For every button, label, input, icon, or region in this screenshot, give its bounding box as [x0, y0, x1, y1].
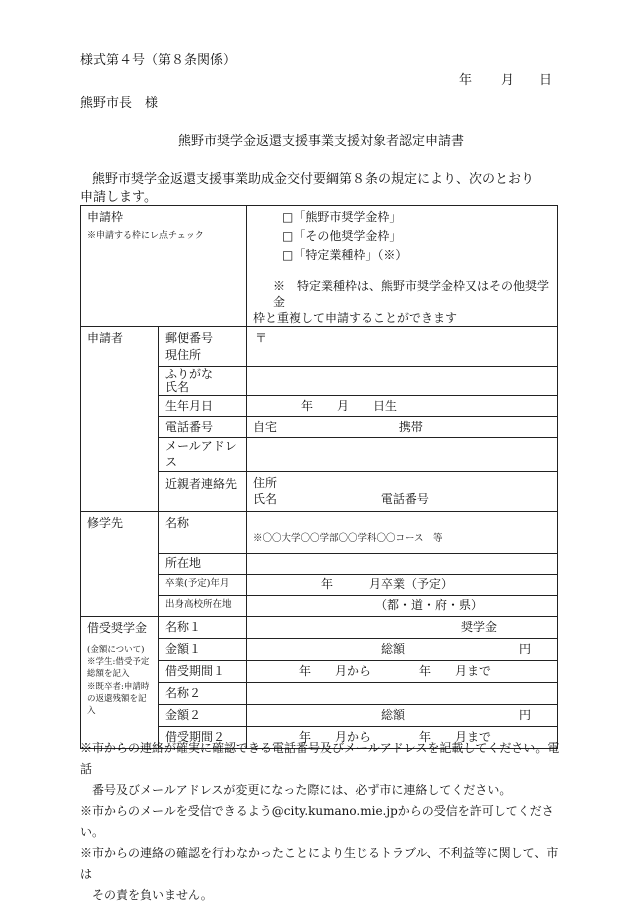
- date-day: 日: [539, 73, 553, 88]
- intro-line-1: 熊野市奨学金返還支援事業助成金交付要綱第８条の規定により、次のとおり: [92, 172, 535, 187]
- amount2-input[interactable]: [247, 704, 558, 726]
- school-location-label: 所在地: [159, 553, 247, 574]
- name-labels: [159, 367, 247, 396]
- footnotes: [80, 738, 570, 906]
- amount1-input[interactable]: [247, 638, 558, 660]
- document-title: 熊野市奨学金返還支援事業支援対象者認定申請書: [177, 134, 464, 149]
- frame-row: [81, 206, 558, 327]
- scholarship-note: ※学生:借受予定: [87, 657, 150, 667]
- school-label: 修学先: [81, 511, 159, 616]
- frame-instruction: ※申請する枠にレ点チェック: [87, 231, 204, 242]
- option-other-scholarship[interactable]: □「その他奨学金枠」: [282, 229, 402, 244]
- school-name-row: [81, 511, 558, 553]
- relative-address-label: 住所: [253, 475, 278, 490]
- amount1-label: 金額１: [159, 638, 247, 660]
- name2-input[interactable]: [247, 682, 558, 704]
- address-label: 現住所: [165, 347, 202, 362]
- amount2-total-label: 総額: [381, 707, 406, 722]
- postal-address-labels: [159, 327, 247, 367]
- footnote-1b: 番号及びメールアドレスが変更になった際には、必ず市に連絡してください。: [92, 783, 512, 797]
- footnote-1a: ※市からの連絡が確実に確認できる電話番号及びメールアドレスを記載してください。電話: [80, 741, 560, 776]
- phone-home-label: 自宅: [253, 420, 278, 435]
- relative-input[interactable]: [247, 471, 558, 511]
- email-input[interactable]: [247, 438, 558, 471]
- relative-phone-label: 電話番号: [380, 492, 429, 506]
- amount2-label: 金額２: [159, 704, 247, 726]
- phone-label: 電話番号: [159, 417, 247, 438]
- highschool-label: 出身高校所在地: [159, 595, 247, 616]
- option-specific-industry[interactable]: □「特定業種枠」（※）: [282, 248, 408, 263]
- highschool-input[interactable]: （都・道・府・県）: [247, 595, 558, 616]
- school-name-label: 名称: [159, 511, 247, 553]
- school-name-input[interactable]: [247, 511, 558, 553]
- period1-input[interactable]: 年 月から 年 月まで: [247, 660, 558, 682]
- graduation-label: 卒業(予定)年月: [159, 574, 247, 595]
- scholarship-name1-row: [81, 616, 558, 638]
- footnote-2: ※市からのメールを受信できるよう@city.kumano.mie.jpからの受信を許可してください。: [80, 804, 554, 839]
- name1-label: 名称１: [159, 616, 247, 638]
- name-input[interactable]: [247, 367, 558, 396]
- phone-input[interactable]: [247, 417, 558, 438]
- furigana-label: ふりがな: [165, 366, 214, 381]
- frame-options-cell: [247, 206, 558, 327]
- amount1-total-label: 総額: [381, 641, 406, 656]
- scholarship-note: ※既卒者:申請時: [87, 681, 150, 692]
- school-location-input[interactable]: [247, 553, 558, 574]
- form-number: 様式第４号（第８条関係）: [80, 53, 237, 68]
- frame-note-2: 枠と重複して申請することができます: [253, 310, 458, 325]
- email-label: メールアドレス: [159, 438, 247, 471]
- postal-mark: 〒: [255, 331, 268, 346]
- amount2-yen: 円: [519, 707, 532, 722]
- scholarship-label: 借受奨学金: [87, 620, 148, 635]
- phone-mobile-label: 携帯: [398, 420, 423, 435]
- name2-label: 名称２: [159, 682, 247, 704]
- period2-label: 借受期間２: [159, 726, 247, 748]
- footnote-3a: ※市からの連絡の確認を行わなかったことにより生じるトラブル、不利益等に関して、市は: [80, 846, 559, 881]
- scholarship-note: (金額について): [87, 644, 145, 655]
- birth-label: 生年月日: [159, 396, 247, 417]
- name1-suffix: 奨学金: [461, 619, 498, 634]
- name-label: 氏名: [165, 380, 190, 395]
- postal-label: 郵便番号: [165, 331, 214, 346]
- postal-address-row: [81, 327, 558, 367]
- relative-name-label: 氏名: [253, 492, 278, 506]
- name1-input[interactable]: [247, 616, 558, 638]
- postal-address-input[interactable]: [247, 327, 558, 367]
- scholarship-note: 入: [87, 706, 96, 717]
- frame-label: 申請枠: [87, 210, 124, 224]
- frame-label-cell: [81, 206, 247, 327]
- relative-label: 近親者連絡先: [159, 471, 247, 511]
- period1-label: 借受期間１: [159, 660, 247, 682]
- scholarship-note: 総額を記入: [87, 669, 130, 680]
- date-year: 年: [459, 73, 473, 88]
- scholarship-note: の返還残額を記: [87, 693, 147, 704]
- addressee: 熊野市長 様: [80, 96, 159, 111]
- option-kumano-scholarship[interactable]: □「熊野市奨学金枠」: [282, 210, 402, 224]
- period2-input[interactable]: 年 月から 年 月まで: [247, 726, 558, 748]
- graduation-input[interactable]: 年 月卒業（予定）: [247, 574, 558, 595]
- birth-input[interactable]: 年 月 日生: [247, 396, 558, 417]
- school-name-example: ※〇〇大学〇〇学部〇〇学科〇〇コース 等: [253, 533, 443, 545]
- scholarship-label-cell: [81, 616, 159, 748]
- applicant-label: 申請者: [81, 327, 159, 511]
- amount1-yen: 円: [519, 641, 532, 656]
- date-month: 月: [501, 73, 515, 88]
- footnote-3b: その責を負いません。: [92, 888, 213, 902]
- frame-note-1: ※ 特定業種枠は、熊野市奨学金枠又はその他奨学金: [273, 278, 550, 309]
- scholarship-notes: [87, 644, 152, 718]
- application-form-table: [80, 205, 558, 749]
- intro-line-2: 申請します。: [80, 190, 157, 205]
